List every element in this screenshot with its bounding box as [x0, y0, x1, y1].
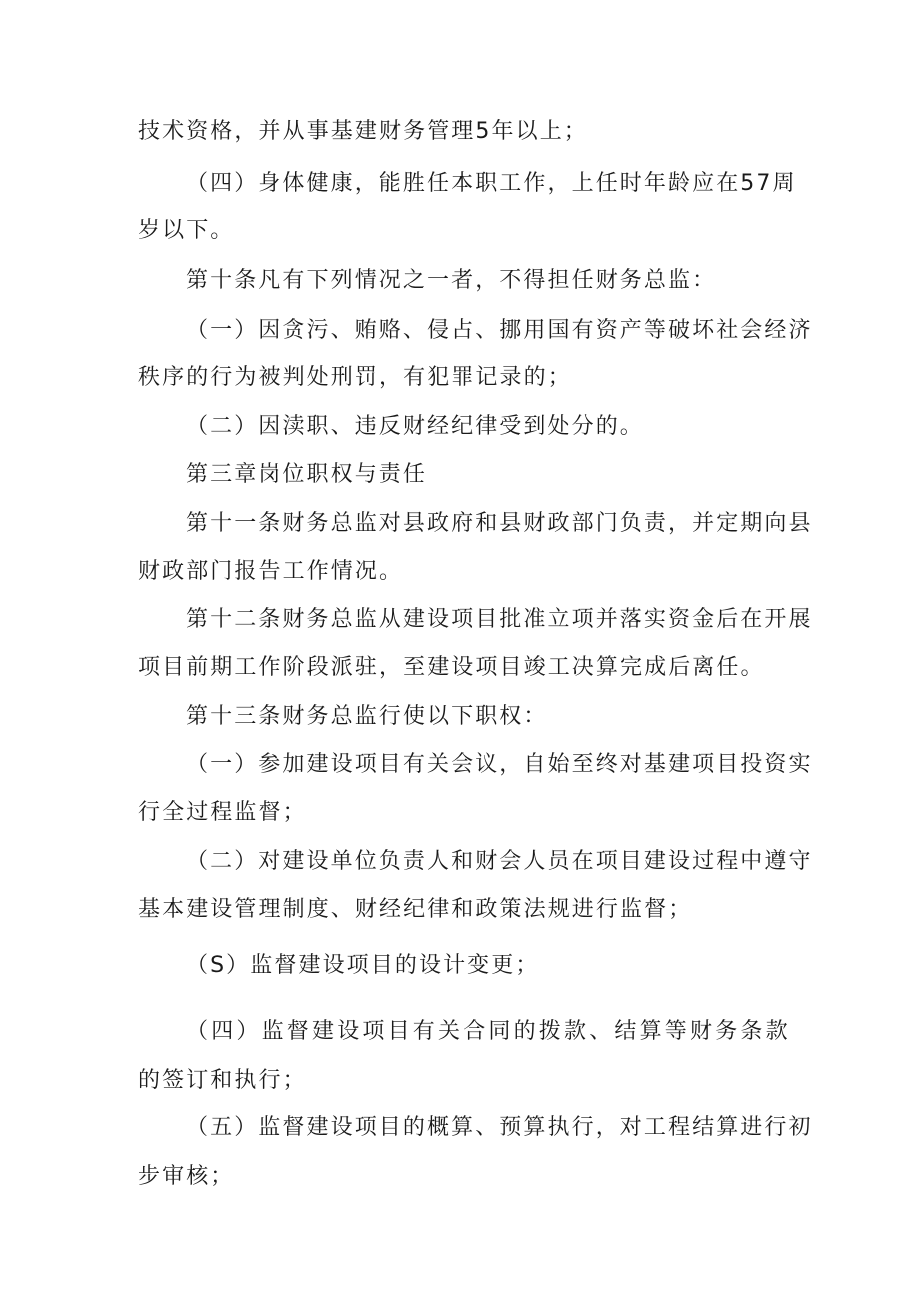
- text-line: 秩序的行为被判处刑罚，有犯罪记录的；: [138, 365, 572, 390]
- text-line: 行全过程监督；: [138, 800, 307, 825]
- text-line: （一）参加建设项目有关会议，自始至终对基建项目投资实: [186, 752, 813, 777]
- text-line: （二）因渎职、违反财经纪律受到处分的。: [186, 414, 644, 439]
- text-line: 第十条凡有下列情况之一者，不得担任财务总监：: [186, 268, 717, 293]
- text-line: 技术资格，并从事基建财务管理5年以上；: [138, 119, 588, 144]
- text-line: 第十三条财务总监行使以下职权：: [186, 704, 548, 729]
- text-line: （五）监督建设项目的概算、预算执行，对工程结算进行初: [186, 1115, 813, 1140]
- text-line: 第十二条财务总监从建设项目批准立项并落实资金后在开展: [186, 607, 813, 632]
- text-line: 的签订和执行；: [138, 1068, 307, 1093]
- text-line: 第十一条财务总监对县政府和县财政部门负责，并定期向县: [186, 511, 813, 536]
- text-line: 岁以下。: [138, 218, 235, 243]
- text-line: （一）因贪污、贿赂、侵占、挪用国有资产等破坏社会经济: [186, 318, 813, 343]
- text-line: （四）身体健康，能胜任本职工作，上任时年龄应在57周: [186, 171, 797, 196]
- text-line: （四）监督建设项目有关合同的拨款、结算等财务条款: [186, 1019, 791, 1044]
- text-line: （二）对建设单位负责人和财会人员在项目建设过程中遵守: [186, 849, 813, 874]
- chapter-heading: 第三章岗位职权与责任: [186, 462, 428, 487]
- text-line: 项目前期工作阶段派驻，至建设项目竣工决算完成后离任。: [138, 655, 765, 680]
- text-line: 基本建设管理制度、财经纪律和政策法规进行监督；: [138, 897, 693, 922]
- text-line: 步审核；: [138, 1164, 235, 1189]
- text-line: （S）监督建设项目的设计变更；: [186, 953, 540, 978]
- text-line: 财政部门报告工作情况。: [138, 559, 404, 584]
